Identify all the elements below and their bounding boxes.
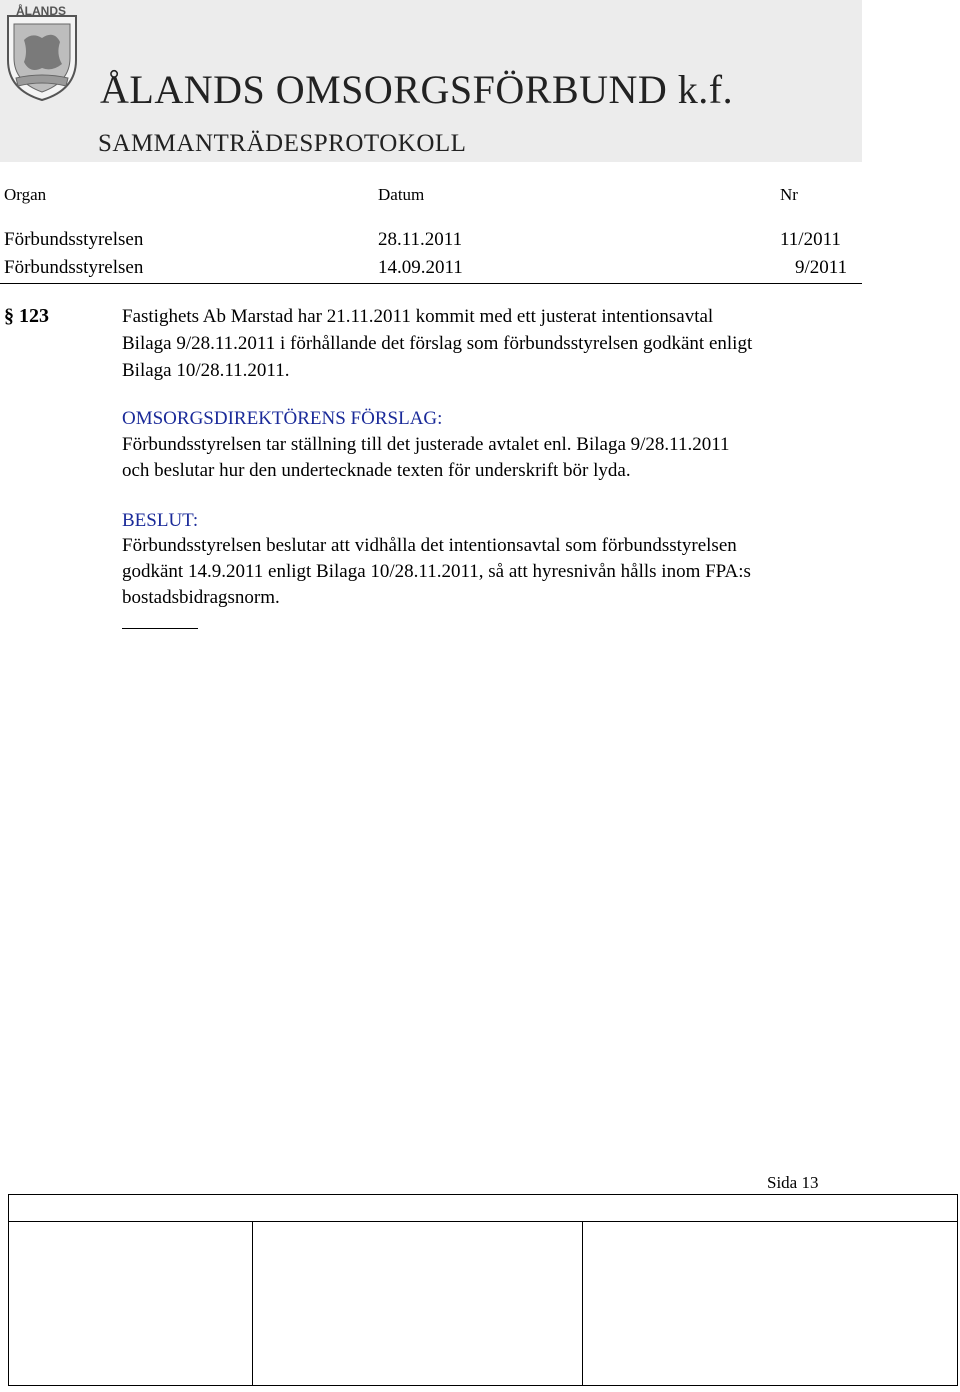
end-of-section-rule [122,628,198,629]
page-number: Sida 13 [767,1173,819,1192]
decision-line: godkänt 14.9.2011 enligt Bilaga 10/28.11.2011, så att hyresnivån hålls inom FPA:s [122,561,751,582]
meta-row-organ: Förbundsstyrelsen [4,257,144,278]
document-type: SAMMANTRÄDESPROTOKOLL [98,130,467,157]
proposal-line: Förbundsstyrelsen tar ställning till det justerade avtalet enl. Bilaga 9/28.11.2011 [122,434,730,455]
decision-heading: BESLUT: [122,510,199,531]
signature-column-divider [252,1221,253,1385]
intro-line: Fastighets Ab Marstad har 21.11.2011 kommit med ett justerat intentionsavtal [122,306,714,327]
column-header-nr: Nr [780,185,798,204]
meta-row-datum: 14.09.2011 [378,257,463,278]
proposal-line: och beslutar hur den undertecknade texten för underskrift bör lyda. [122,460,631,481]
coat-of-arms-logo [2,2,82,102]
meta-row-organ: Förbundsstyrelsen [4,229,144,250]
meta-row-nr: 11/2011 [780,229,841,250]
organization-title: ÅLANDS OMSORGSFÖRBUND k.f. [100,67,734,112]
column-header-datum: Datum [378,185,425,204]
decision-line: Förbundsstyrelsen beslutar att vidhålla det intentionsavtal som förbundsstyrelsen [122,535,737,556]
meta-divider [0,283,862,284]
signature-column-divider [582,1221,583,1385]
logo-text: ÅLANDS [16,4,66,18]
meta-row-nr: 9/2011 [795,257,848,278]
signature-table-header-divider [9,1221,957,1222]
proposal-heading: OMSORGSDIREKTÖRENS FÖRSLAG: [122,408,443,429]
column-header-organ: Organ [4,185,47,204]
intro-line: Bilaga 9/28.11.2011 i förhållande det förslag som förbundsstyrelsen godkänt enligt [122,333,753,354]
signature-table [8,1194,958,1386]
decision-line: bostadsbidragsnorm. [122,587,280,608]
intro-line: Bilaga 10/28.11.2011. [122,360,290,381]
section-number: § 123 [4,305,49,327]
meta-row-datum: 28.11.2011 [378,229,463,250]
